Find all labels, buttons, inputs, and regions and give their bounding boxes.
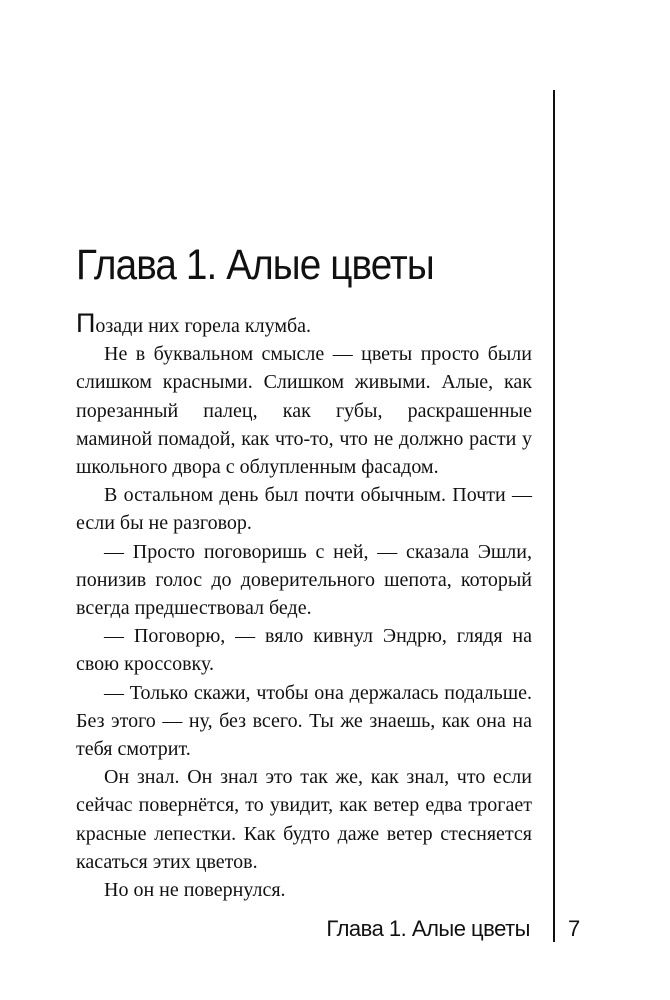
paragraph-8: Но он не повернулся. (104, 879, 286, 902)
running-footer-title: Глава 1. Алые цветы (326, 916, 530, 941)
chapter-title: Глава 1. Алые цветы (76, 241, 434, 289)
paragraph-1-text: озади них горела клумба. (95, 315, 312, 337)
margin-vertical-rule (553, 90, 555, 942)
paragraph-1 (76, 308, 532, 340)
paragraph-7: Он знал. Он знал это так же, как знал, что если сейчас повернётся, то увидит, как ветер едва трогает красные лепестки. Как будто даже ветер стесняется касаться этих цветов. (76, 766, 532, 873)
page-number: 7 (568, 916, 581, 941)
paragraph-3: В остальном день был почти обычным. Почти — если бы не разговор. (76, 484, 532, 535)
paragraph-2: Не в буквальном смысле — цветы просто были слишком красными. Слишком живыми. Алые, как порезанный палец, как губы, раскрашенные маминой помадой, как что-то, что не должно расти у школьного двора с облупленным фасадом. (76, 343, 532, 479)
dropcap-letter: П (76, 308, 96, 338)
paragraph-4: — Просто поговоришь с ней, — сказала Эшли, понизив голос до доверительного шепота, который всегда предшествовал беде. (76, 540, 532, 620)
chapter-body (76, 308, 532, 904)
paragraph-5: — Поговорю, — вяло кивнул Эндрю, глядя на свою кроссовку. (76, 625, 532, 676)
paragraph-6: — Только скажи, чтобы она держалась подальше. Без этого — ну, без всего. Ты же знаешь, как она на тебя смотрит. (76, 681, 532, 761)
